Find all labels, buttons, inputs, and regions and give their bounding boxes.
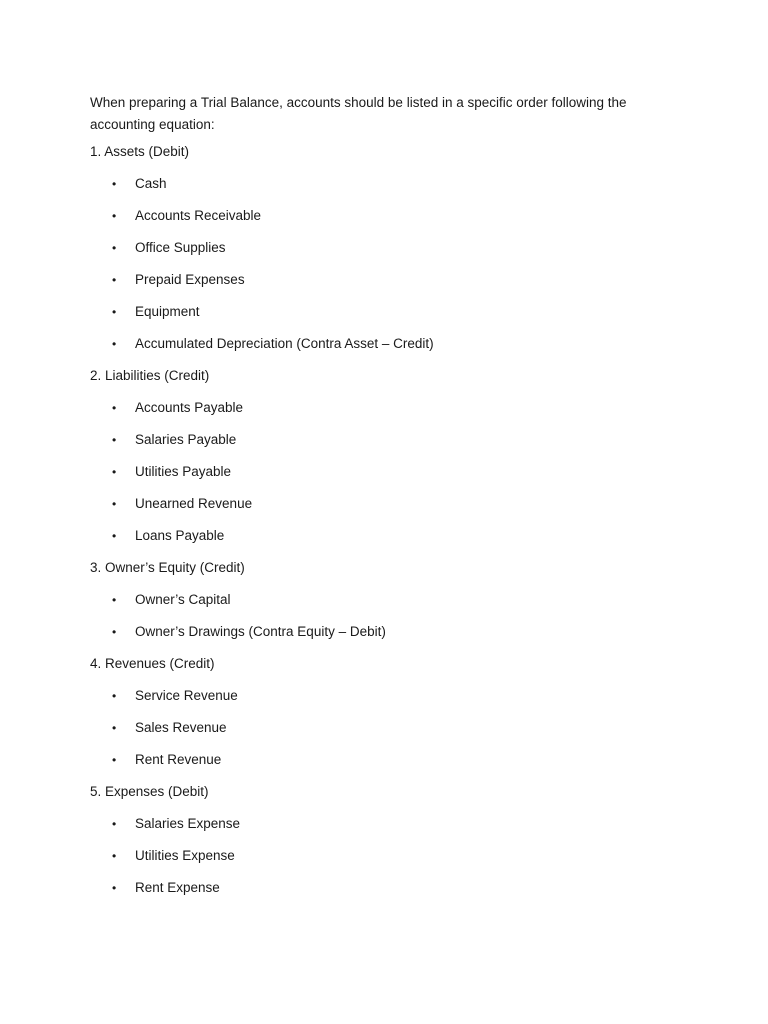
- section-heading: 1. Assets (Debit): [90, 144, 190, 159]
- bullet-icon: •: [112, 753, 117, 767]
- list-item: [90, 840, 690, 872]
- bullet-icon: •: [112, 881, 117, 895]
- section-heading: 4. Revenues (Credit): [90, 656, 215, 671]
- bullet-icon: •: [112, 817, 117, 831]
- bullet-list: [90, 808, 690, 904]
- bullet-icon: •: [112, 401, 117, 415]
- list-item: [90, 808, 690, 840]
- list-item: [90, 712, 690, 744]
- list-item-label: Equipment: [135, 304, 200, 319]
- list-item: [90, 424, 690, 456]
- list-item-label: Service Revenue: [135, 688, 238, 703]
- section-owners-equity: [90, 552, 690, 648]
- list-item: [90, 168, 690, 200]
- bullet-icon: •: [112, 337, 117, 351]
- list-item: [90, 616, 690, 648]
- bullet-icon: •: [112, 241, 117, 255]
- list-item-label: Utilities Payable: [135, 464, 232, 479]
- bullet-list: [90, 584, 690, 648]
- list-item-label: Accounts Payable: [135, 400, 244, 415]
- bullet-icon: •: [112, 465, 117, 479]
- list-item-label: Prepaid Expenses: [135, 272, 245, 287]
- list-item: [90, 264, 690, 296]
- bullet-icon: •: [112, 689, 117, 703]
- bullet-icon: •: [112, 177, 117, 191]
- list-item-label: Sales Revenue: [135, 720, 227, 735]
- section-heading: 3. Owner’s Equity (Credit): [90, 560, 245, 575]
- list-item: [90, 488, 690, 520]
- list-item: [90, 584, 690, 616]
- list-item: [90, 520, 690, 552]
- list-item-label: Salaries Payable: [135, 432, 237, 447]
- bullet-icon: •: [112, 625, 117, 639]
- list-item: [90, 328, 690, 360]
- bullet-icon: •: [112, 849, 117, 863]
- section-liabilities: [90, 360, 690, 552]
- list-item: [90, 200, 690, 232]
- section-assets: [90, 136, 690, 360]
- list-item: [90, 744, 690, 776]
- list-item-label: Unearned Revenue: [135, 496, 253, 511]
- bullet-icon: •: [112, 721, 117, 735]
- list-item-label: Salaries Expense: [135, 816, 241, 831]
- list-item-label: Utilities Expense: [135, 848, 235, 863]
- list-item: [90, 392, 690, 424]
- intro-paragraph: When preparing a Trial Balance, accounts should be listed in a specific order following the accounting equation:: [90, 95, 627, 132]
- list-item-label: Owner’s Capital: [135, 592, 231, 607]
- bullet-list: [90, 392, 690, 552]
- bullet-icon: •: [112, 305, 117, 319]
- list-item-label: Loans Payable: [135, 528, 225, 543]
- document-page: [90, 92, 690, 904]
- bullet-icon: •: [112, 433, 117, 447]
- list-item: [90, 680, 690, 712]
- list-item: [90, 232, 690, 264]
- list-item-label: Accumulated Depreciation (Contra Asset – Credit): [135, 336, 434, 351]
- list-item-label: Rent Revenue: [135, 752, 222, 767]
- list-item-label: Accounts Receivable: [135, 208, 262, 223]
- bullet-list: [90, 168, 690, 360]
- bullet-icon: •: [112, 529, 117, 543]
- section-heading: 2. Liabilities (Credit): [90, 368, 210, 383]
- bullet-icon: •: [112, 593, 117, 607]
- list-item-label: Rent Expense: [135, 880, 220, 895]
- bullet-icon: •: [112, 497, 117, 511]
- list-item-label: Owner’s Drawings (Contra Equity – Debit): [135, 624, 386, 639]
- section-heading: 5. Expenses (Debit): [90, 784, 209, 799]
- section-expenses: [90, 776, 690, 904]
- list-item: [90, 456, 690, 488]
- bullet-list: [90, 680, 690, 776]
- section-revenues: [90, 648, 690, 776]
- list-item: [90, 872, 690, 904]
- bullet-icon: •: [112, 273, 117, 287]
- list-item-label: Cash: [135, 176, 167, 191]
- bullet-icon: •: [112, 209, 117, 223]
- list-item: [90, 296, 690, 328]
- list-item-label: Office Supplies: [135, 240, 226, 255]
